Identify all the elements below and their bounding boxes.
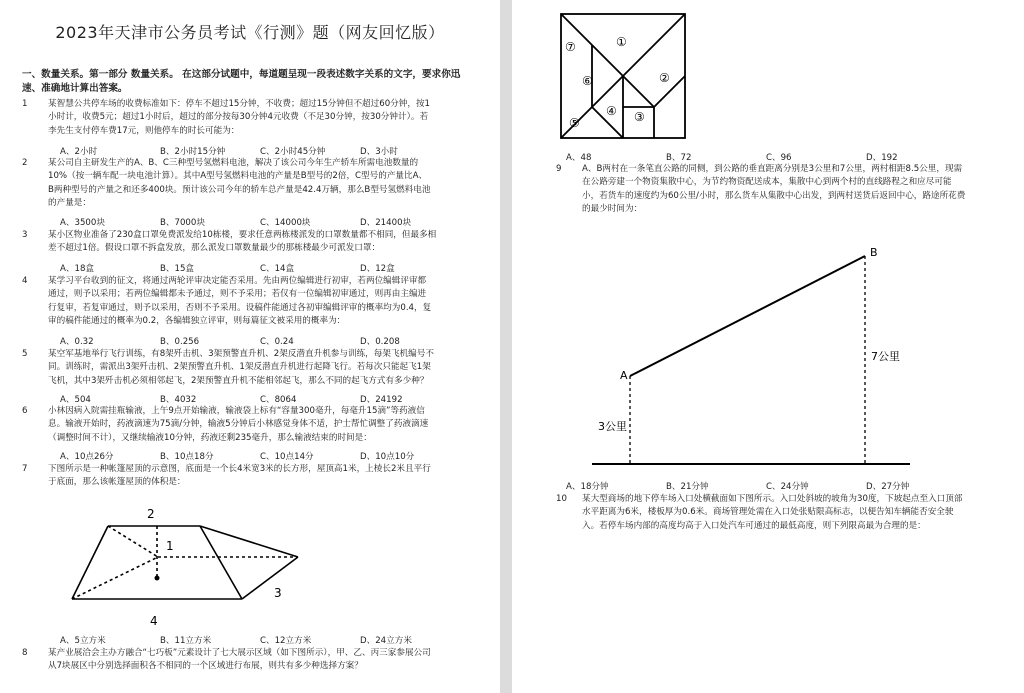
question-number: 2	[22, 158, 28, 168]
options-5	[48, 393, 478, 405]
option-d: D、192	[866, 153, 898, 163]
option-c: C、12立方米	[260, 636, 312, 646]
tangram-label-2: ②	[659, 71, 670, 85]
label-base-length: 4	[150, 614, 158, 628]
question-line: 某智慧公共停车场的收费标准如下：停车不超过15分钟，不收费；超过15分钟但不超过60分钟，按1	[48, 99, 431, 109]
page-right	[512, 0, 1024, 693]
tangram-line	[623, 76, 654, 107]
options-7	[48, 634, 478, 646]
question-line: 同。训练时，需派出3架歼击机、2架预警直升机、1架反潜直升机进行起降飞行。若每次只能起飞1架	[48, 362, 431, 373]
question-number: 8	[22, 648, 28, 658]
question-text	[48, 229, 436, 256]
question-line: 的产量是：	[48, 198, 91, 209]
villages-road-figure	[592, 240, 912, 470]
question-text	[582, 493, 962, 533]
question-line: 李先生支付停车费17元，则他停车的时长可能为：	[48, 125, 240, 136]
options-3	[48, 262, 478, 274]
option-a: A、18盒	[60, 264, 95, 274]
question-line: 某学习平台收到的征文，将通过两轮评审决定能否采用。先由两位编辑进行初审，若两位编辑评审都	[48, 276, 427, 286]
option-d: D、27分钟	[866, 482, 910, 492]
label-distance-a: 3公里	[598, 420, 627, 433]
label-base-width: 3	[274, 586, 282, 600]
question-line: 某产业展洽会主办方融合“七巧板”元素设计了七大展示区域（如下图所示），甲、乙、丙三家参展公司	[48, 648, 431, 658]
tangram-label-5: ⑤	[569, 116, 580, 130]
question-line: 飞机，其中3架歼击机必须相邻起飞，2架预警直升机不能相邻起飞，那么不同的起飞方式有多少种？	[48, 375, 429, 386]
option-b: B、72	[666, 153, 692, 163]
option-a: A、0.32	[60, 337, 94, 347]
question-line: 从7块展区中分别选择面积各不相同的一个区域进行布展，则共有多少种选择方案？	[48, 661, 363, 672]
question-text	[48, 275, 431, 329]
question-line: A、B两村在一条笔直公路的同侧，到公路的垂直距离分别是3公里和7公里，两村相距8.5公里，现需	[582, 164, 963, 174]
question-line: 某大型商场的地下停车场入口处横截面如下图所示。入口处斜坡的坡角为30度，下坡起点至入口顶部	[582, 494, 963, 504]
question-line: 行复审，若复审通过，则予以采用，否则不予采用。设稿件能通过各初审编辑评审的概率均为0.4，复	[48, 302, 432, 313]
tangram-label-4: ④	[606, 104, 617, 118]
question-line: 息。输液开始时，药液滴速为75滴/分钟，输液5分钟后小林感觉身体不适，护士帮忙调整了药液滴速	[48, 419, 429, 430]
option-a: A、48	[566, 153, 592, 163]
question-number: 4	[22, 276, 28, 286]
section-heading: 一、数量关系。第一部分 数量关系。 在这部分试题中，每道题呈现一段表述数字关系的文字，要求你迅速、准确地计算出答案。	[22, 69, 461, 94]
option-d: D、0.208	[360, 337, 400, 347]
question-line: 差不超过1倍。假设口罩不拆盒发放，那么派发口罩数量最少的那栋楼最少可派发口罩：	[48, 243, 381, 254]
option-d: D、24192	[360, 395, 403, 405]
question-line: 水平距离为6米，楼板厚为0.6米。商场管理处需在入口处张贴限高标志，以便告知车辆能否安全驶	[582, 507, 954, 518]
option-c: C、14000块	[260, 218, 311, 228]
option-b: B、0.256	[160, 337, 200, 347]
option-c: C、14盒	[260, 264, 295, 274]
base-right-edge	[242, 557, 298, 599]
option-a: A、5立方米	[60, 636, 106, 646]
option-c: C、10点14分	[260, 452, 314, 462]
label-ridge-length: 2	[147, 507, 155, 521]
tangram-label-6: ⑥	[582, 74, 593, 88]
label-village-b: B	[870, 246, 878, 259]
options-9	[554, 480, 994, 492]
option-a: A、10点26分	[60, 452, 114, 462]
question-line: 小，若货车的速度约为60公里/小时，那么货车从集散中心出发，到两村送货后返回中心，路途所花费	[582, 190, 966, 201]
option-b: B、10点18分	[160, 452, 214, 462]
question-line: 于底面，那么该帐篷屋顶的体积是：	[48, 477, 186, 488]
hidden-edge-left	[108, 526, 158, 557]
page-divider	[500, 0, 512, 693]
option-c: C、96	[766, 153, 792, 163]
option-b: B、7000块	[160, 218, 205, 228]
option-d: D、21400块	[360, 218, 412, 228]
question-text	[48, 463, 431, 490]
label-height: 1	[166, 539, 174, 553]
option-c: C、0.24	[260, 337, 294, 347]
question-text	[582, 163, 965, 217]
question-number: 5	[22, 349, 28, 359]
question-text	[48, 348, 434, 388]
hidden-base-edge	[72, 557, 158, 599]
option-c: C、24分钟	[766, 482, 809, 492]
question-line: （调整时间不计），又继续输液10分钟，药液还剩235毫升，那么输液结束的时间是：	[48, 432, 372, 443]
question-number: 7	[22, 464, 28, 474]
question-line: 入。若停车场内部的高度均高于入口处汽车可通过的最低高度，则下列限高最为合理的是：	[582, 520, 926, 531]
page-left	[0, 0, 500, 693]
tangram-label-1: ①	[616, 35, 627, 49]
question-line: 通过，则予以采用；若两位编辑都未予通过，则不予采用；若仅有一位编辑初审通过，则再由主编进	[48, 289, 427, 300]
option-a: A、18分钟	[566, 482, 609, 492]
option-d: D、3小时	[360, 147, 398, 157]
option-b: B、21分钟	[666, 482, 709, 492]
options-2	[48, 216, 478, 228]
document-title: 2023年天津市公务员考试《行测》题（网友回忆版）	[55, 23, 445, 42]
option-b: B、2小时15分钟	[160, 147, 226, 157]
options-6	[48, 450, 478, 462]
question-line: 某小区物业准备了230盒口罩免费派发给10栋楼，要求任意两栋楼派发的口罩数量都不相同，但最多相	[48, 230, 437, 240]
tangram-label-3: ③	[634, 110, 645, 124]
question-line: 小时计，收费5元；超过1小时后，超过的部分按每30分钟4元收费（不足30分钟，按30分钟计）。若	[48, 112, 429, 123]
question-number: 10	[556, 494, 567, 504]
question-text	[48, 647, 431, 674]
question-line: 某空军基地举行飞行训练，有8架歼击机、3架预警直升机、2架反潜直升机参与训练，每架飞机编号不	[48, 349, 434, 359]
roof-left-edge	[72, 526, 108, 599]
option-d: D、12盒	[360, 264, 395, 274]
option-a: A、504	[60, 395, 91, 405]
question-line: 下图所示是一种帐篷屋顶的示意图，底面是一个长4米宽3米的长方形，屋顶高1米，上棱长2米且平行	[48, 464, 431, 474]
base-center-point	[155, 576, 160, 581]
question-line: B两种型号的产量之和还多400块。预计该公司今年的轿车总产量是42.4万辆，那么B型号氢燃料电池	[48, 184, 431, 195]
option-a: A、2小时	[60, 147, 98, 157]
tangram-line	[592, 14, 685, 107]
question-text	[48, 157, 431, 211]
question-line: 在公路旁建一个物资集散中心，为节约物资配送成本，集散中心到两个村的直线路程之和应尽可能	[582, 177, 952, 188]
question-text	[48, 98, 430, 138]
options-1	[48, 145, 478, 157]
label-distance-b: 7公里	[871, 350, 900, 363]
option-a: A、3500块	[60, 218, 105, 228]
question-line: 10%（按一辆车配一块电池计算）。其中A型号氢燃料电池的产量是B型号的2倍，C型号的产量比A、	[48, 171, 428, 182]
question-number: 1	[22, 99, 28, 109]
option-c: C、8064	[260, 395, 297, 405]
question-line: 的最少时间为：	[582, 204, 643, 215]
tangram-figure	[560, 13, 688, 141]
question-number: 6	[22, 406, 28, 416]
label-village-a: A	[620, 369, 628, 382]
option-d: D、10点10分	[360, 452, 415, 462]
option-b: B、15盒	[160, 264, 195, 274]
options-4	[48, 335, 478, 347]
option-b: B、11立方米	[160, 636, 212, 646]
line-a-to-b	[630, 256, 865, 376]
option-c: C、2小时45分钟	[260, 147, 326, 157]
question-number: 3	[22, 230, 28, 240]
question-text	[48, 405, 428, 445]
question-line: 某公司自主研发生产的A、B、C三种型号氢燃料电池，解决了该公司今年生产轿车所需电池数量的	[48, 158, 419, 168]
question-line: 小林因病入院需挂瓶输液，上午9点开始输液，输液袋上标有“容量300毫升，每毫升15滴”等药液信	[48, 406, 425, 416]
tangram-label-7: ⑦	[565, 40, 576, 54]
option-b: B、4032	[160, 395, 197, 405]
question-line: 审的稿件能通过的概率为0.2，各编辑独立评审，则每篇征文被采用的概率为：	[48, 316, 346, 327]
tent-roof-figure	[60, 505, 320, 630]
option-d: D、24立方米	[360, 636, 412, 646]
options-8	[554, 151, 994, 163]
question-number: 9	[556, 164, 562, 174]
